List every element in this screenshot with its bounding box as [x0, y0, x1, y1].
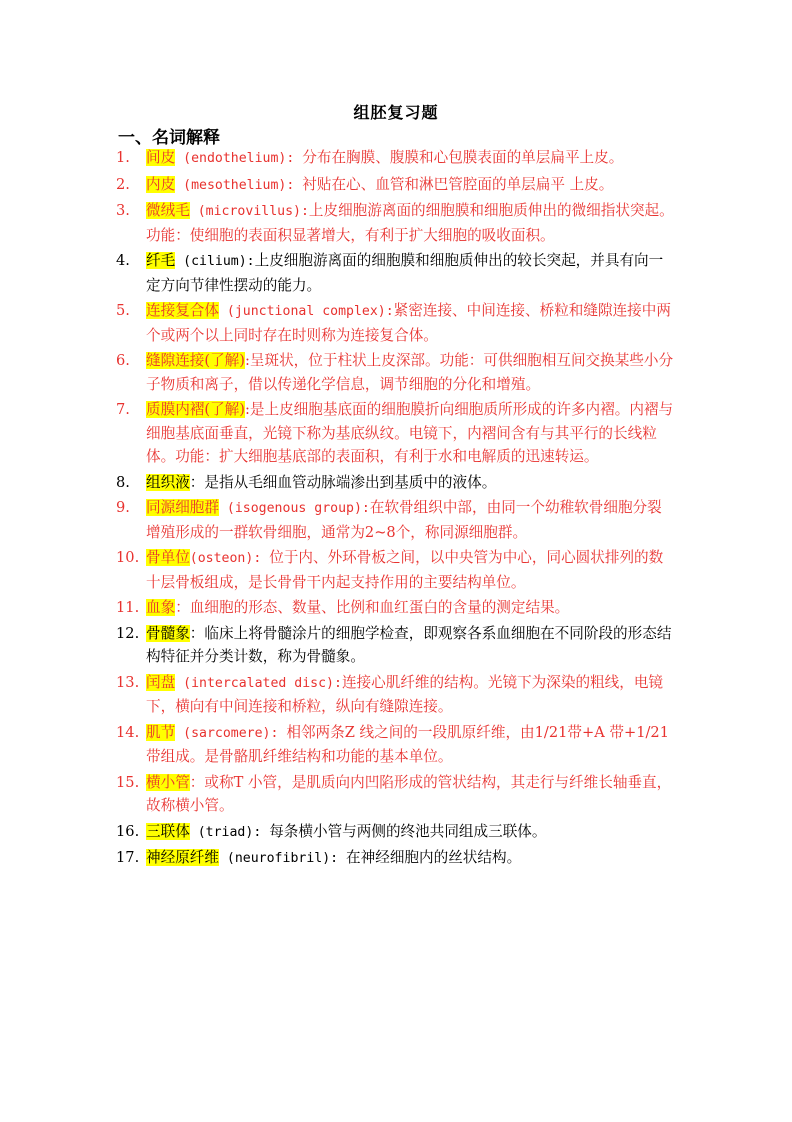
term-english: : — [244, 401, 250, 418]
term-definition: 连接心肌纤维的结构。光镜下为深染的粗线，电镜下，横向有中间连接和桥粒，纵向有缝隙连接。 — [146, 673, 664, 715]
item-number: 12. — [116, 624, 140, 642]
term-english: (microvillus): — [189, 204, 309, 219]
term-english: (osteon): — [189, 551, 270, 566]
term-definition: 位于内、外环骨板之间，以中央管为中心，同心圆状排列的数十层骨板组成，是长骨骨干内起支持作用的主要结构单位。 — [146, 549, 664, 591]
term-definition: 分布在胸膜、腹膜和心包膜表面的单层扁平上皮。 — [302, 149, 624, 166]
list-item — [116, 622, 676, 669]
item-number: 16. — [116, 822, 140, 840]
term-highlight: 血象 — [146, 599, 176, 616]
term-highlight: 同源细胞群 — [146, 499, 219, 516]
term-definition: 血细胞的形态、数量、比例和血红蛋白的含量的测定结果。 — [189, 599, 570, 616]
term-highlight: 组织液 — [146, 473, 190, 491]
term-english: (junctional complex): — [218, 304, 394, 319]
term-list — [116, 146, 676, 873]
term-english: (isogenous group): — [218, 501, 370, 516]
term-highlight: 闰盘 — [146, 673, 176, 691]
term-english: (intercalated disc): — [175, 675, 342, 691]
term-highlight: 横小管 — [146, 773, 190, 791]
item-number: 4. — [116, 252, 130, 269]
item-number: 3. — [116, 202, 130, 219]
item-number: 7. — [116, 401, 130, 418]
term-definition: 每条横小管与两侧的终池共同组成三联体。 — [269, 822, 547, 840]
page-title: 组胚复习题 — [353, 103, 439, 122]
term-highlight: 质膜内褶(了解) — [146, 401, 245, 418]
term-definition: 紧密连接、中间连接、桥粒和缝隙连接中两个或两个以上同时存在时则称为连接复合体。 — [146, 302, 671, 344]
term-english: (sarcomere): — [175, 725, 287, 741]
term-highlight: 三联体 — [146, 822, 190, 840]
term-english: (triad): — [189, 824, 270, 840]
list-item — [116, 249, 676, 297]
term-english: (mesothelium): — [175, 177, 303, 193]
item-number: 6. — [116, 352, 130, 369]
item-number: 2. — [116, 175, 130, 193]
list-item — [116, 846, 676, 871]
term-english: ： — [189, 624, 205, 642]
term-english: ： — [175, 599, 190, 616]
item-number: 15. — [116, 773, 140, 791]
item-number: 8. — [116, 473, 130, 491]
term-highlight: 纤毛 — [146, 252, 176, 269]
term-highlight: 连接复合体 — [146, 302, 219, 319]
term-highlight: 微绒毛 — [146, 202, 190, 219]
item-number: 13. — [116, 673, 140, 691]
list-item — [116, 173, 676, 198]
list-item — [116, 349, 676, 396]
item-number: 5. — [116, 302, 130, 319]
term-highlight: 间皮 — [146, 149, 176, 166]
item-number: 14. — [116, 723, 140, 741]
term-definition: 上皮细胞游离面的细胞膜和细胞质伸出的较长突起，并具有向一定方向节律性摆动的能力。 — [146, 252, 664, 294]
item-number: 11. — [116, 599, 140, 616]
term-english: ： — [189, 473, 205, 491]
term-english: (neurofibril): — [218, 851, 347, 866]
term-highlight: 缝隙连接(了解) — [146, 352, 245, 369]
term-definition: 临床上将骨髓涂片的细胞学检查，即观察各系血细胞在不同阶段的形态结构特征并分类计数，称为骨髓象。 — [146, 624, 672, 665]
list-item — [116, 496, 676, 544]
term-definition: 或称T 小管，是肌质向内凹陷形成的管状结构，其走行与纤维长轴垂直，故称横小管。 — [146, 773, 672, 814]
list-item — [116, 596, 676, 620]
list-item — [116, 671, 676, 719]
term-highlight: 骨单位 — [146, 549, 190, 566]
term-definition: 在软骨组织中部，由同一个幼稚软骨细胞分裂增殖形成的一群软骨细胞，通常为2~8个，称同源细胞群。 — [146, 499, 662, 541]
list-item — [116, 721, 676, 769]
list-item — [116, 771, 676, 818]
term-definition: 是指从毛细血管动脉端渗出到基质中的液体。 — [204, 473, 497, 491]
term-highlight: 内皮 — [146, 175, 176, 193]
list-item — [116, 146, 676, 171]
list-item — [116, 199, 676, 247]
term-highlight: 骨髓象 — [146, 624, 190, 642]
list-item — [116, 820, 676, 845]
item-number: 1. — [116, 149, 130, 166]
term-definition: 上皮细胞游离面的细胞膜和细胞质伸出的微细指状突起。功能：使细胞的表面积显著增大，有利于扩大细胞的吸收面积。 — [146, 202, 674, 244]
item-number: 10. — [116, 549, 140, 566]
list-item — [116, 471, 676, 495]
term-highlight: 神经原纤维 — [146, 849, 219, 866]
term-definition: 在神经细胞内的丝状结构。 — [346, 849, 522, 866]
term-english: (endothelium): — [175, 151, 303, 166]
list-item — [116, 299, 676, 347]
term-english: (cilium): — [175, 254, 255, 269]
term-definition: 是上皮细胞基底面的细胞膜折向细胞质所形成的许多内褶。内褶与细胞基底面垂直，光镜下称为基底纵纹。电镜下，内褶间含有与其平行的长线粒体。功能：扩大细胞基底部的表面积，有利于水和电解质的迅速转运。 — [146, 401, 674, 465]
term-definition: 相邻两条Z 线之间的一段肌原纤维，由1/21带+A 带+1/21带组成。是骨骼肌纤维结构和功能的基本单位。 — [146, 723, 670, 765]
term-definition: 呈斑状，位于柱状上皮深部。功能：可供细胞相互间交换某些小分子物质和离子，借以传递化学信息，调节细胞的分化和增殖。 — [146, 352, 674, 393]
section-heading: 一、名词解释 — [118, 128, 220, 148]
list-item — [116, 546, 676, 594]
item-number: 17. — [116, 849, 140, 866]
term-highlight: 肌节 — [146, 723, 176, 741]
term-definition: 衬贴在心、血管和淋巴管腔面的单层扁平 上皮。 — [302, 175, 614, 193]
term-english: ： — [189, 773, 205, 791]
item-number: 9. — [116, 499, 130, 516]
term-english: : — [244, 352, 250, 369]
list-item — [116, 398, 676, 469]
